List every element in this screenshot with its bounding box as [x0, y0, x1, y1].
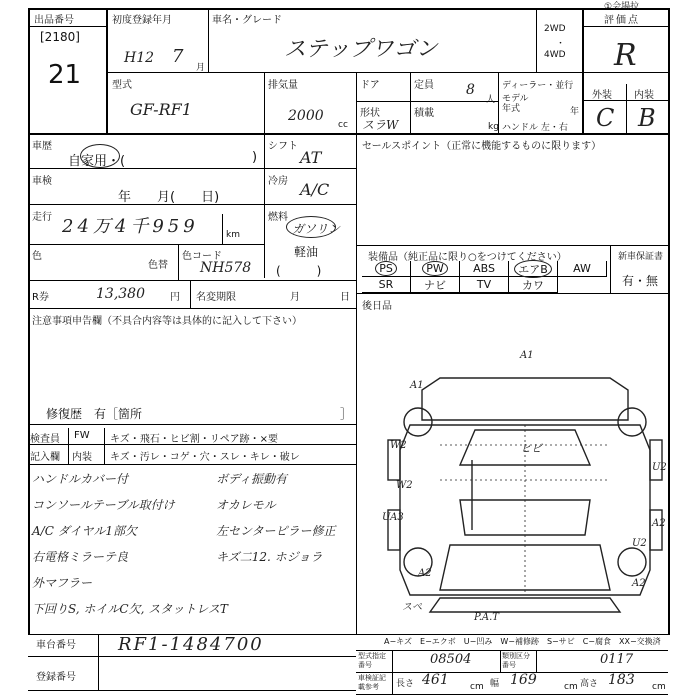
damage-label: A2 [418, 568, 432, 579]
designation-value: 08504 [430, 652, 472, 667]
history-close: ) [252, 150, 258, 165]
month-unit: 月 [196, 63, 206, 73]
damage-label: W2 [390, 440, 407, 451]
damage-label: A2 [632, 578, 646, 589]
eval-label: 評価点 [604, 15, 640, 26]
model-value: GF-RF1 [130, 100, 192, 119]
height-cm: cm [652, 682, 666, 692]
after-label: 後日品 [362, 301, 392, 312]
handwritten-note: キズ二12. ホジョラ [216, 550, 323, 564]
damage-label: スペ [402, 602, 422, 613]
frame-left [28, 8, 30, 634]
equipment-item: PS [362, 261, 411, 277]
handwritten-notes [32, 470, 352, 626]
color-label: 色 [32, 251, 42, 262]
inspector-interior: 内装 [72, 452, 92, 463]
lot-label: 出品番号 [34, 15, 74, 26]
damage-label: P.A.T [474, 612, 499, 623]
length-value: 461 [422, 672, 449, 688]
equipment-item: ABS [460, 261, 509, 277]
equipment-item: SR [362, 277, 411, 293]
model-label: 型式 [112, 80, 132, 91]
inspector-label-2: 記入欄 [30, 452, 60, 463]
km-unit: km [226, 230, 240, 240]
interior-value: B [638, 104, 656, 132]
fuel-gas: ガソリン [292, 222, 341, 236]
repair-label: 修復歴 有［箇所 [46, 407, 143, 421]
chassis-label: 車台番号 [36, 640, 76, 651]
fuel-paren: ( ) [276, 264, 322, 278]
width-value: 169 [510, 672, 537, 688]
fuel-diesel: 軽油 [294, 245, 319, 259]
inspection-label: 車検 [32, 176, 52, 187]
color-code-label: 色コード [182, 251, 222, 262]
recycle-value: 13,380 [96, 286, 145, 302]
car-diagram [380, 350, 670, 630]
category-value: 0117 [600, 652, 634, 667]
drive-4wd: 4WD [544, 50, 566, 60]
displacement-value: 2000 [288, 108, 324, 124]
recycle-label: R券 [32, 292, 49, 303]
displacement-label: 排気量 [268, 80, 298, 91]
first-reg-month: 7 [172, 46, 184, 67]
fuel-label: 燃料 [268, 212, 288, 223]
handwritten-note: ボディ振動有 [216, 472, 288, 486]
cc-unit: cc [338, 120, 348, 130]
car-name-label: 車名・グレード [212, 15, 282, 26]
reg-label: 登録番号 [36, 672, 76, 683]
designation-label: 型式指定番号 [358, 652, 386, 669]
shift-value: AT [300, 148, 322, 167]
capacity-value: 8 [466, 82, 475, 98]
fuel-gas-circle [286, 216, 336, 238]
kg-unit: kg [488, 122, 499, 132]
equipment-item: TV [460, 277, 509, 293]
damage-label: U2 [632, 538, 647, 549]
category-label: 類別区分番号 [502, 652, 530, 669]
damage-label: A1 [520, 350, 534, 361]
chassis-value: RF1-1484700 [118, 634, 264, 655]
shape-value: スラW [362, 118, 399, 132]
ac-value: A/C [300, 180, 330, 199]
deadline-day: 日 [340, 292, 350, 303]
shift-label: シフト [268, 141, 298, 152]
handwritten-note: ハンドルカバー付 [32, 472, 129, 486]
first-reg-era: H12 [124, 50, 155, 66]
handwritten-note: オカレモル [216, 498, 276, 512]
handle-label: ハンドル 左・右 [502, 123, 568, 133]
exterior-label: 外装 [592, 90, 612, 101]
ac-label: 冷房 [268, 176, 288, 187]
color-code-value: NH578 [200, 260, 252, 276]
equipment-label: 装備品（純正品に限り○をつけてください） [368, 252, 567, 263]
sales-point-label: セールスポイント（正常に機能するものに限ります） [362, 141, 602, 152]
equipment-grid [362, 261, 610, 293]
deadline-month: 月 [290, 292, 300, 303]
frame-top [28, 8, 670, 10]
width-cm: cm [564, 682, 578, 692]
color-change-label: 色替 [148, 260, 168, 271]
mileage-label: 走行 [32, 212, 52, 223]
handwritten-note: A/C ダイヤル1部欠 [32, 524, 137, 538]
equipment-item: PW [411, 261, 460, 277]
exterior-value: C [596, 104, 615, 132]
warranty-label: 新車保証書 [618, 252, 664, 262]
dealer-label: ディーラー・並行 [502, 81, 574, 91]
handwritten-note: 左センターピラー修正 [216, 524, 336, 538]
inspection-fields: 年 月( 日) [118, 190, 220, 205]
handwritten-note: 外マフラー [32, 576, 93, 590]
top-right-note: ①会場拉 [604, 2, 640, 12]
width-label: 幅 [490, 679, 500, 689]
inspector-interior-items: キズ・汚レ・コゲ・穴・スレ・キレ・破レ [110, 452, 300, 463]
eval-value: R [614, 38, 637, 73]
capacity-label: 定員 [414, 80, 434, 91]
person-unit: 人 [486, 95, 496, 105]
damage-center-label: ヒビ [520, 442, 542, 455]
drive-2wd: 2WD [544, 24, 566, 34]
inspector-fw: FW [74, 430, 90, 441]
damage-label: W2 [396, 480, 413, 491]
lot-code: [2180] [40, 30, 80, 44]
dims-label: 車検証記載参考 [358, 674, 386, 691]
handwritten-note: コンソールテーブル取付け [32, 498, 175, 512]
equipment-item: エアB [509, 261, 558, 277]
name-deadline-label: 名変期限 [196, 292, 236, 303]
history-label: 車歴 [32, 141, 52, 152]
model-year-label: モデル年式 [502, 94, 529, 114]
damage-label: U2 [652, 462, 667, 473]
notes-label: 注意事項申告欄（不具合内容等は具体的に記入して下さい） [32, 316, 302, 327]
year-unit: 年 [570, 107, 580, 117]
inspector-fw-items: キズ・飛石・ヒビ割・リペア跡・×要 [110, 434, 278, 445]
interior-label: 内装 [634, 90, 654, 101]
inspector-label-1: 検査員 [30, 434, 60, 445]
damage-label: A2 [652, 518, 666, 529]
length-label: 長さ [396, 679, 415, 689]
length-cm: cm [470, 682, 484, 692]
height-label: 高さ [580, 679, 599, 689]
equipment-item: カワ [509, 277, 558, 293]
drive-dot: ・ [556, 39, 566, 49]
equipment-item: ナビ [411, 277, 460, 293]
warranty-value: 有・無 [622, 274, 659, 288]
mileage-value: 24万4千959 [62, 216, 199, 237]
diagram-legend: A−キズ E−エクボ U−凹み W−補修跡 S−サビ C−腐食 XX−交換済 [384, 637, 661, 646]
height-value: 183 [608, 672, 635, 688]
first-reg-label: 初度登録年月 [112, 15, 172, 26]
handwritten-note: 右電格ミラーテ良 [32, 550, 129, 564]
damage-label: A1 [410, 380, 424, 391]
shape-label: 形状 [360, 108, 380, 119]
repair-close: ］ [340, 407, 353, 421]
handwritten-note: 下回りS, ホイルC欠, スタットレスT [32, 602, 228, 616]
own-use-circle [80, 144, 120, 168]
equipment-item: AW [558, 261, 607, 277]
history-own-use: 自家用・( [68, 154, 126, 169]
yen-unit: 円 [170, 292, 180, 303]
door-label: ドア [360, 80, 380, 91]
damage-label: UA3 [382, 512, 404, 523]
load-label: 積載 [414, 108, 434, 119]
lot-number: 21 [48, 60, 82, 90]
car-name: ステップワゴン [284, 37, 438, 62]
